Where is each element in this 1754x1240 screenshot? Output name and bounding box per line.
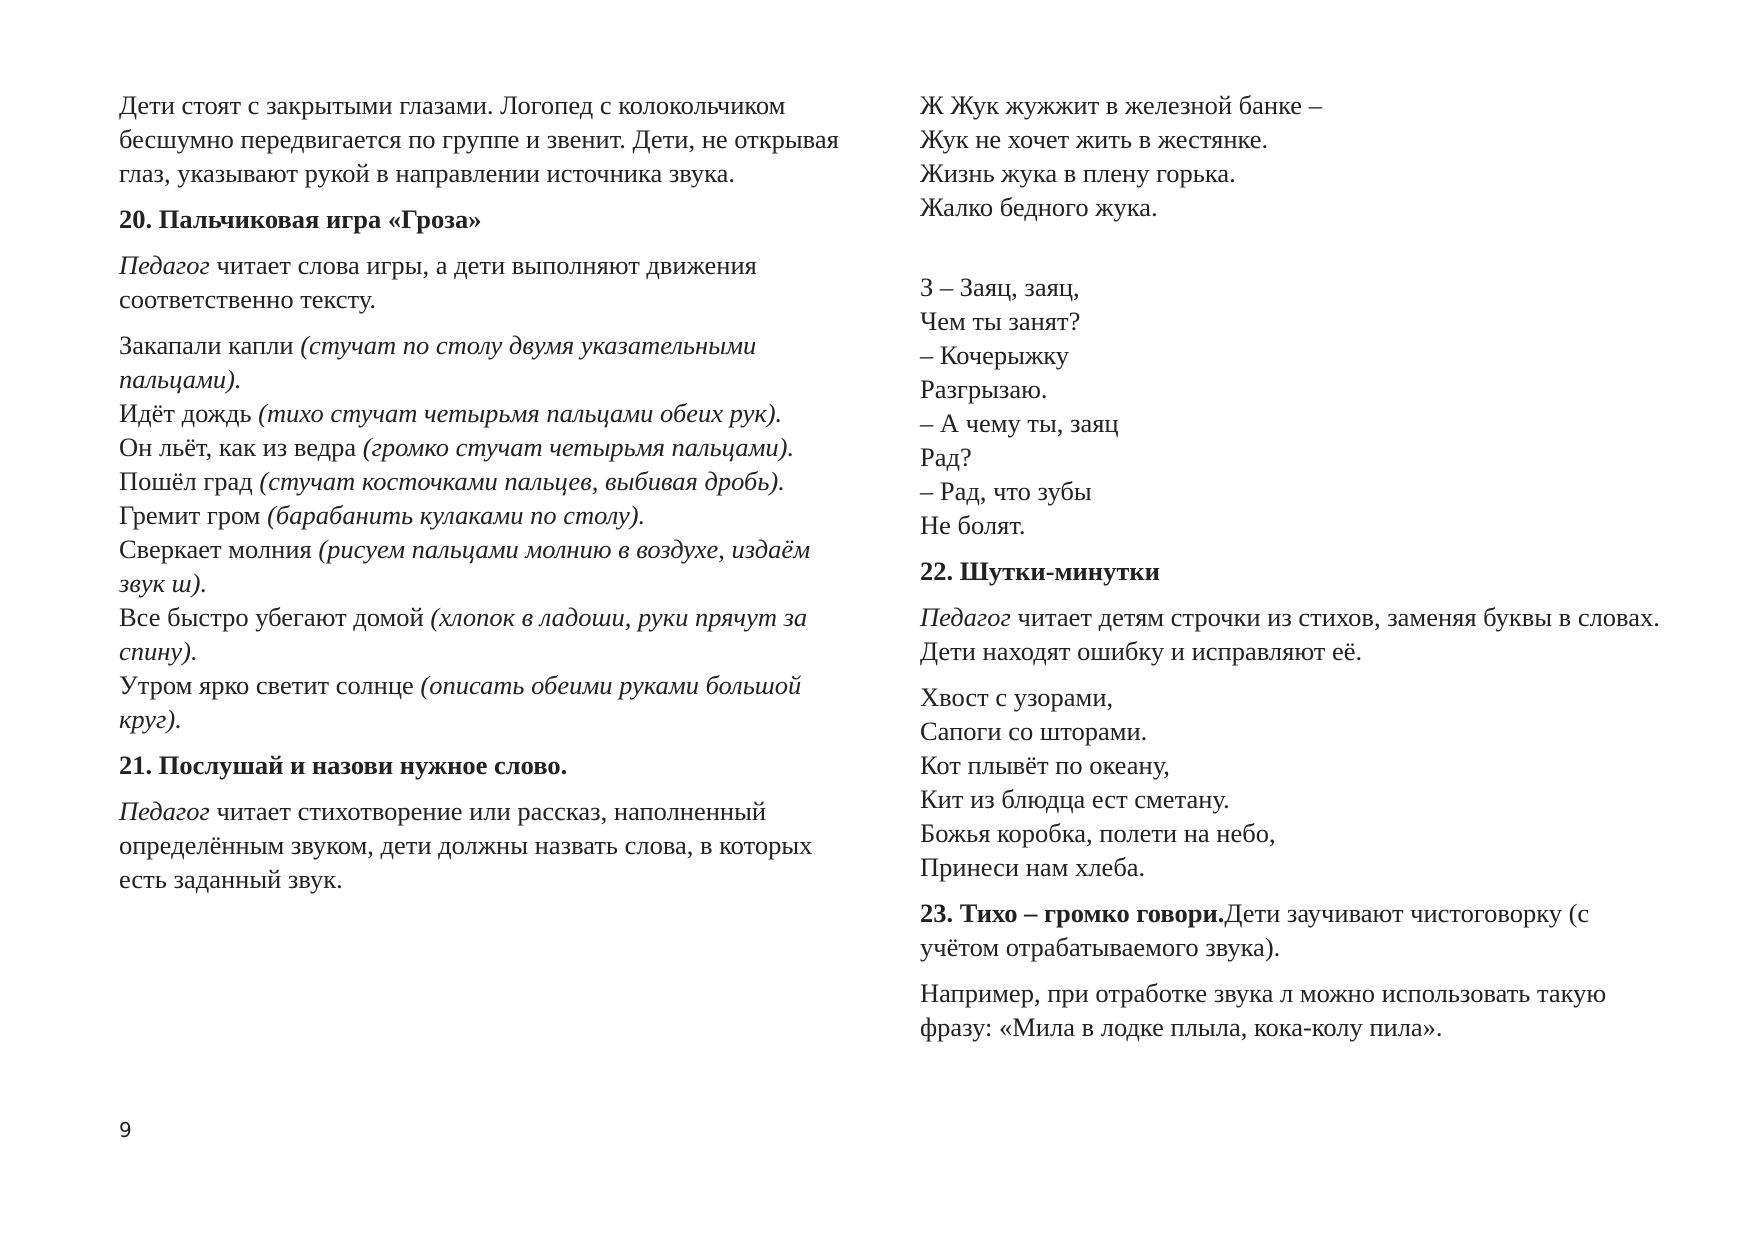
poem-line: Чем ты занят? xyxy=(920,306,1081,336)
zh-poem xyxy=(920,88,1660,224)
poem-line: З – Заяц, заяц, xyxy=(920,272,1080,302)
poem-line: Жалко бедного жука. xyxy=(920,192,1158,222)
section-22-title: 22. Шутки-минутки xyxy=(920,556,1160,586)
lead-emphasis: Педагог xyxy=(920,602,1011,632)
poem-line: Жук не хочет жить в жестянке. xyxy=(920,124,1269,154)
poem-line: Разгрызаю. xyxy=(920,374,1048,404)
joke-line: Сапоги со шторами. xyxy=(920,716,1148,746)
lead-text: читает стихотворение или рассказ, наполненный определённым звуком, дети должны назвать слова, в которых есть заданный звук. xyxy=(119,796,813,894)
poem-line: Ж Жук жужжит в железной банке – xyxy=(920,90,1322,120)
poem-line: – Кочерыжку xyxy=(920,340,1069,370)
game-line: Он льёт, как из ведра (громко стучат четырьмя пальцами). xyxy=(119,432,795,462)
section-20-game-text xyxy=(119,328,859,736)
joke-line: Принеси нам хлеба. xyxy=(920,852,1146,882)
joke-line: Кит из блюдца ест сметану. xyxy=(920,784,1230,814)
poem-line: – Рад, что зубы xyxy=(920,476,1092,506)
game-line: Гремит гром (барабанить кулаками по столу). xyxy=(119,500,646,530)
page-number: 9 xyxy=(119,1118,132,1142)
spacer xyxy=(920,236,1660,270)
section-21-title: 21. Послушай и назови нужное слово. xyxy=(119,750,568,780)
section-21-text xyxy=(119,794,859,896)
game-line: Пошёл град (стучат косточками пальцев, выбивая дробь). xyxy=(119,466,785,496)
right-column xyxy=(920,88,1660,1056)
joke-line: Хвост с узорами, xyxy=(920,682,1114,712)
section-20-title: 20. Пальчиковая игра «Гроза» xyxy=(119,204,482,234)
game-line: Сверкает молния (рисуем пальцами молнию в воздухе, издаём звук ш). xyxy=(119,534,811,598)
lead-text: читает детям строчки из стихов, заменяя буквы в словах. Дети находят ошибку и исправляют её. xyxy=(920,602,1660,666)
section-20-lead xyxy=(119,248,859,316)
poem-line: Не болят. xyxy=(920,510,1026,540)
intro-paragraph: Дети стоят с закрытыми глазами. Логопед с колокольчиком бесшумно передвигается по группе и звенит. Дети, не открывая глаз, указывают рукой в направлении источника звука. xyxy=(119,90,839,188)
joke-line: Божья коробка, полети на небо, xyxy=(920,818,1276,848)
z-poem xyxy=(920,270,1660,542)
poem-line: Рад? xyxy=(920,442,972,472)
left-column xyxy=(119,88,859,908)
game-line: Все быстро убегают домой (хлопок в ладоши, руки прячут за спину). xyxy=(119,602,808,666)
lead-text: читает слова игры, а дети выполняют движения соответственно тексту. xyxy=(119,250,757,314)
joke-line: Кот плывёт по океану, xyxy=(920,750,1170,780)
game-line: Закапали капли (стучат по столу двумя указательными пальцами). xyxy=(119,330,757,394)
section-22-lead xyxy=(920,600,1660,668)
section-23-title: 23. Тихо – громко говори. xyxy=(920,898,1225,928)
game-line: Утром ярко светит солнце (описать обеими руками большой круг). xyxy=(119,670,802,734)
lead-emphasis: Педагог xyxy=(119,796,210,826)
section-23-paragraph xyxy=(920,896,1660,964)
section-23-example: Например, при отработке звука л можно использовать такую фразу: «Мила в лодке плыла, кока-колу пила». xyxy=(920,978,1607,1042)
joke-lines xyxy=(920,680,1660,884)
section-23-text: Дети заучивают чистоговорку (с учётом отрабатываемого звука). xyxy=(920,898,1590,962)
poem-line: Жизнь жука в плену горька. xyxy=(920,158,1236,188)
game-line: Идёт дождь (тихо стучат четырьмя пальцами обеих рук). xyxy=(119,398,783,428)
lead-emphasis: Педагог xyxy=(119,250,210,280)
poem-line: – А чему ты, заяц xyxy=(920,408,1119,438)
